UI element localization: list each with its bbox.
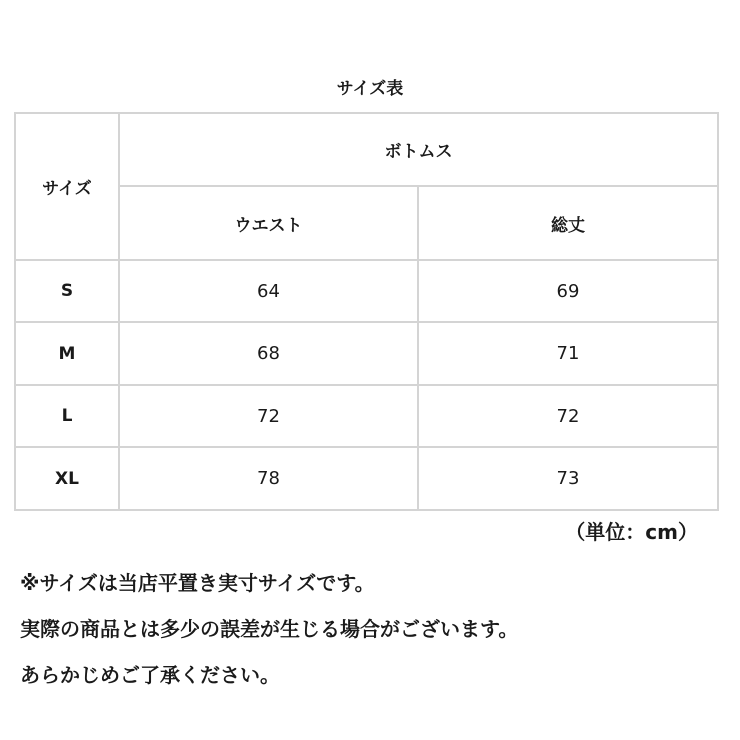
waist-cell: 78 (119, 447, 418, 510)
note-line: 実際の商品とは多少の誤差が生じる場合がございます。 (20, 617, 519, 641)
note-line: ※サイズは当店平置き実寸サイズです。 (20, 571, 375, 595)
page-title: サイズ表 (336, 79, 404, 99)
length-cell: 69 (418, 260, 718, 323)
table-row (15, 447, 718, 510)
header-row-group (15, 113, 718, 186)
table-row (15, 260, 718, 323)
waist-cell: 72 (119, 385, 418, 448)
header-row-columns (15, 186, 718, 259)
waist-cell: 64 (119, 260, 418, 323)
size-cell: M (15, 322, 119, 385)
size-cell: S (15, 260, 119, 323)
size-cell: L (15, 385, 119, 448)
unit-note: （単位：cm） (565, 520, 698, 544)
notes-block (20, 560, 730, 698)
length-cell: 71 (418, 322, 718, 385)
table-row (15, 385, 718, 448)
note-line: あらかじめご了承ください。 (20, 663, 280, 687)
table-row (15, 322, 718, 385)
length-column-header: 総丈 (418, 186, 718, 259)
bottoms-group-header: ボトムス (119, 113, 718, 186)
waist-column-header: ウエスト (119, 186, 418, 259)
waist-cell: 68 (119, 322, 418, 385)
size-table (14, 112, 719, 511)
size-column-header: サイズ (15, 113, 119, 260)
length-cell: 72 (418, 385, 718, 448)
size-cell: XL (15, 447, 119, 510)
length-cell: 73 (418, 447, 718, 510)
